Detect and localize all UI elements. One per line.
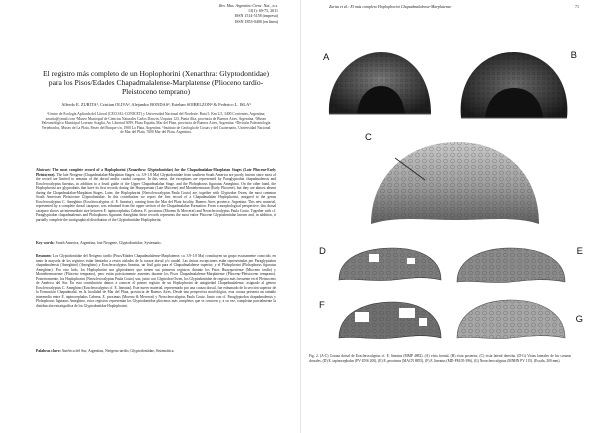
panel-letter-d: D: [319, 246, 326, 257]
panel-letter-g: G: [575, 314, 583, 325]
keywords-label: Key words:: [36, 241, 55, 245]
keywords-block: [36, 241, 276, 246]
figure-panel-c: [365, 128, 543, 236]
figure-panel-a: [319, 38, 439, 128]
palabras-clave-block: [36, 349, 276, 354]
carapace-e-image: [453, 240, 585, 292]
right-running-head: [329, 4, 579, 9]
journal-header-line: ISSN 1853-0400 (en línea): [234, 18, 278, 24]
fossil-frontal-image: [319, 38, 439, 128]
journal-header-line: ISSN 1514-5158 (impresa): [234, 13, 278, 19]
panel-letter-f: F: [319, 300, 325, 311]
article-authors: Alfredo E. ZURITA¹, Cristian OLIVA², Alejandro BONDAS³, Esteban SOIBELZON⁴ & Federico L. ISLA⁵: [61, 102, 251, 107]
journal-header-line: 13(1): 69-75, 2011: [248, 8, 278, 14]
figure-panel-e: [453, 240, 585, 292]
carapace-g-image: [453, 292, 585, 348]
figure-panel-d: [315, 240, 447, 292]
panel-letter-b: B: [570, 50, 577, 61]
resumen-block: [36, 254, 276, 308]
carapace-d-image: [315, 240, 447, 292]
panel-letter-a: A: [323, 52, 330, 63]
palabras-clave-label: Palabras clave:: [36, 349, 61, 353]
right-page: [300, 0, 600, 433]
journal-header: [148, 3, 278, 24]
keywords-text: South America, Argentina, late Neogene, Glyptodontidae, Systematic.: [55, 241, 162, 245]
figure-panel-f: [315, 292, 447, 348]
panel-letter-e: E: [576, 246, 583, 257]
panel-letter-c: C: [365, 132, 372, 143]
fossil-lateral-image: [365, 128, 543, 236]
fossil-posterior-image: [451, 36, 579, 132]
abstract-block: [36, 168, 276, 222]
resumen-text: Los Glyptodontidae del Neógeno tardío (Pisos/Edades Chapadmalalense-Marplatense; ca. 3.9-1.8 Ma) constituyen un grupo escasamente conocido, en tanto la mayoría de los registros están limitados a restos aislados de la coraza dorsal y/o caudal. Las únicas excepciones están representadas por Paraglyptodon chapadmalensis (Ameghino) (Ameghino) y Eosclerocalyptus lineatus, un fósil guía para el Chapadmalalense superior, y el Plohophorini (Plohophorus figuratus Ameghino). Por otro lado, los Hoplophorini son gliptodontes que tienen sus primeros registros durante los Pisos Huayqueriense (Mioceno tardío) y Montehermosense (Plioceno temprano), pero están prácticamente ausentes durante los Pisos Chapadmalalense-Marplatense (Plioceno-Pleistoceno temprano). Posteriormente, los Hoplophorini (Neosclerocalyptus Paula Couto) son, junto con Glyptodon Owen, los Glyptodontidae de registro más frecuente en el Pleistoceno de América del Sur. En esta contribución damos a conocer el primer registro de un Hoplophorini de antigüedad Chapadmalalense, asignado al género Eosclerocalyptus C. Ameghino (Eosclerocalyptus cf. E. lineatus). Este nuevo material, representado por una coraza dorsal, fue exhumado de la sección superior de la Formación Chapadmalal, en la localidad de Mar del Plata, provincia de Buenos Aires. Desde una perspectiva morfológica, esta coraza presenta un tamaño intermedio entre E. tapinocephalus Cabrera, E. proximus (Moreno & Mercerat) y Neosclerocalyptus Paula Couto. Junto con cf. Paraglyptodon chapadmalensis y Plohophorus figuratus Ameghino, estos registros representan los Glyptodontidae pliocenos más completos que se conocen y, a su vez, completan parcialmente la distribución estratigráfica de los Glyptodontidae Hoplophorini.: [36, 254, 276, 308]
figure-panel-b: [451, 36, 579, 132]
figure-panel-g: [453, 292, 585, 348]
right-running-head-text: Zurita et al.: El más completo Hoplophorini Chapadmalalense-Marplatense: [329, 4, 452, 9]
carapace-f-image: [315, 292, 447, 348]
page-number: 71: [575, 4, 579, 9]
abstract-text: The late Neogene (Chapadmalalan-Marplatan Stages; ca. 3.9-1.8 Ma) Glyptodontidae from southern South America are poorly known since most of the record are limited to remains of the dorsal and/or caudal carapace. In this sense, the exceptions are represented by Paraglyptodon chapadmalensis and Eosclerocalyptus lineatus, in addition to a fossil guide of the Upper Chapadmalalan Stage, and the Plohophorus figuratus Ameghino. On the other hand, the Hoplophorini are glyptodonts that have its first records during the Huayquerian (Late Miocene) and Montehermosan (Early Pliocene), but they are almost absent during the Chapadmalalan-Marplatan Stages. Later, the Hoplophorini (Neosclerocalyptus Paula Couto) are, together with Glyptodon Owen, the most common South American Pleistocene Glyptodontidae. In this contribution we report the first record of a Chapadmalalan Hoplophorini, assigned to the genus Eosclerocalyptus C. Ameghino (Eosclerocalyptus cf. E. lineatus), coming from the Mar del Plata locality, Buenos Aires province, Argentina. This new material, represented by a complete dorsal carapace, was exhumed from the upper section of the Chapadmalalan Formation. From a morphological perspective, this dorsal carapace shows an intermediate size between E. tapinocephalus Cabrera, E. proximus (Moreno & Mercerat) and Neosclerocalyptus Paula Couto. Together with cf. Paraglyptodon chapadmalensis and Plohophorus figuratus Ameghino these records represents the most entire Pliocene Glyptodontidae known and, in addition, it partially complete the stratigraphical distribution of the Glyptodontidae Hoplophorini.: [36, 172, 276, 222]
resumen-label: Resumen:: [36, 254, 52, 258]
article-title: El registro más completo de un Hoplophorini (Xenarthra: Glyptodontidae) para los Pisos/Edades Chapadmalalense-Marplatense (Plioceno tardío-Pleistoceno temprano): [42, 69, 270, 96]
palabras-clave-text: América del Sur, Argentina, Neógeno tardío, Glyptodontidae, Sistemática.: [61, 349, 175, 353]
figure-caption: Fig. 2. (A-C) Coraza dorsal de Eosclerocalyptus cf. E. lineatus (MMP 4882). (A) vista frontal, (B) vista posterior, (C) vista lateral derecha. (D-G) Vistas laterales de las corazas dorsales. (D) E. tapinocephalus (PV-UNS 200), (E) E. proximus (MACN 8855), (F) E. lineatus (MD-PM 05-396), (G) Neosclerocalyptus (MNHN PV 115). (Escala, 200 mm).: [309, 354, 571, 363]
abstract-label: Abstract: The most complete record of a Hoplophorini (Xenarthra: Glyptodontidae) for the Chapadmalalan-Marplatan Stages (Late Pliocene-Early Pleistocene).: [36, 168, 276, 177]
author-affiliations: ¹Centro de Ecología Aplicada del Litoral (CECOAL-CONICET) y Universidad Nacional del Nordeste. Ruta 5, Km 2,5, 3400 Corrientes, Argentina; azurita@ymail.com ²Museo Municipal de Ciencias Naturales Carlos Darwin, Urquiza 123, Punta Alta, provincia de Buenos Aires, Argentina. ³Museo Paleontológico Municipal Lorenzo Scaglia, Av. Libertad 3099, Plaza España, Mar del Plata, provincia de Buenos Aires, Argentina. ⁴División Paleontología Vertebrados, Museo de La Plata, Paseo del Bosque s/n, 1900 La Plata, Argentina. ⁵Instituto de Geología de Costas y del Cuaternario, Universidad Nacional de Mar del Plata, 7600 Mar del Plata, Argentina.: [41, 112, 271, 135]
journal-header-line: Rev. Mus. Argentino Cienc. Nat., n.s.: [218, 3, 278, 8]
